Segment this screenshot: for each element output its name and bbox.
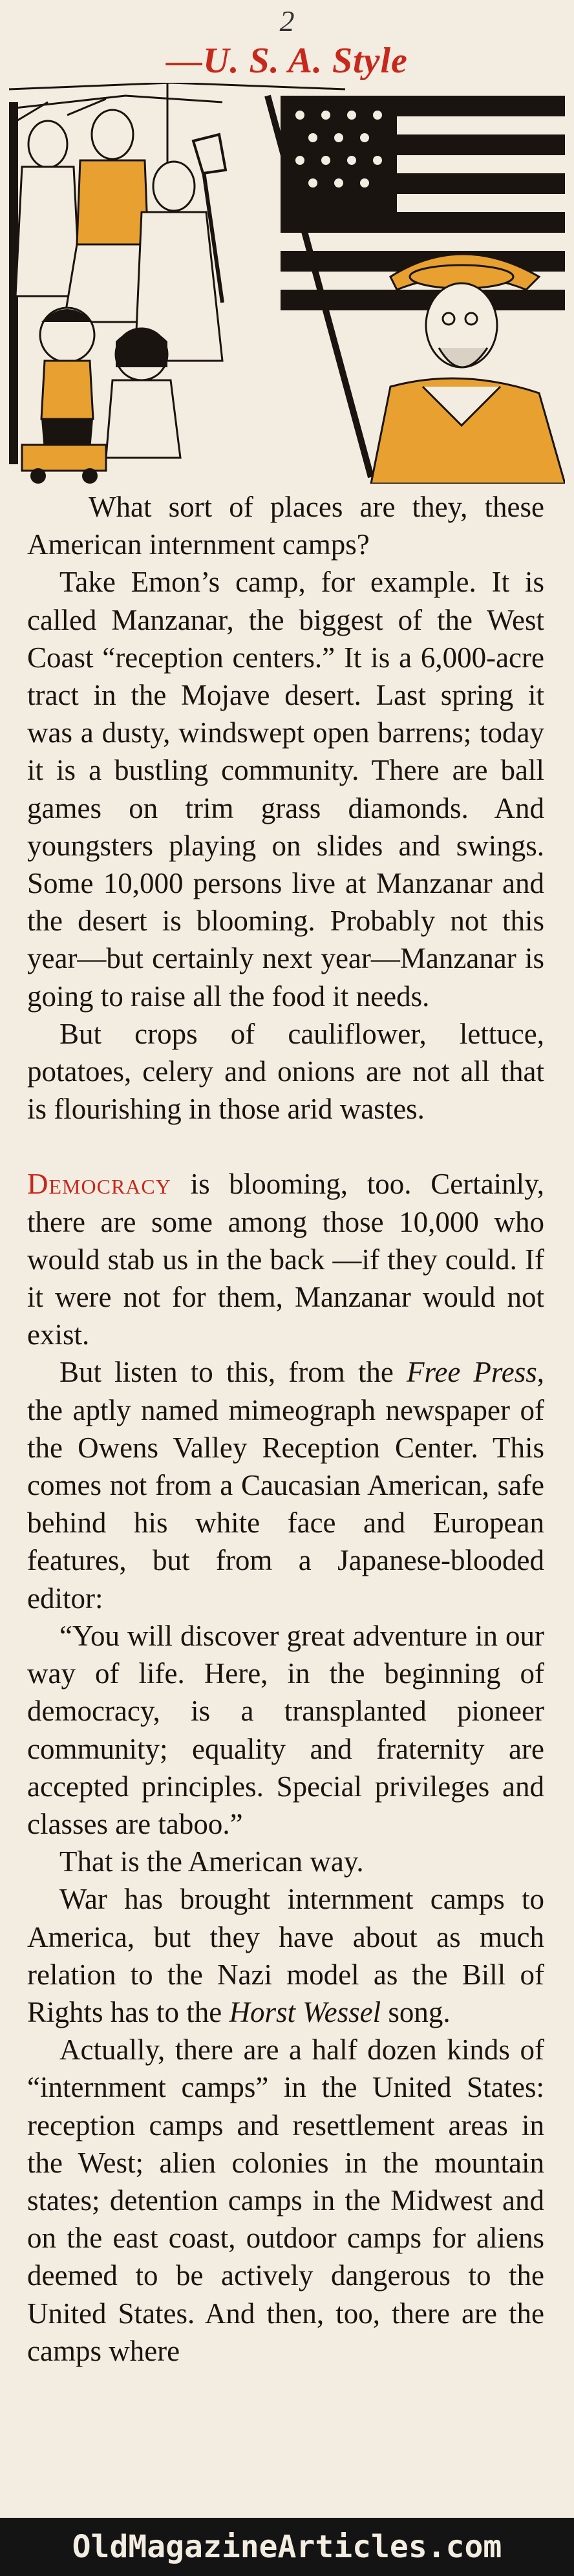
editor-quote: “You will discover great adventure in our way of life. Here, in the beginning of democracy, is a transplanted pioneer community; equality and fraternity are accepted principles. Special privileges and classes are taboo.” (27, 1619, 544, 1840)
newspaper-title: Free Press (407, 1356, 537, 1389)
paragraph-8-text-b: song. (381, 1995, 451, 2028)
site-footer: OldMagazineArticles.com (0, 2518, 574, 2576)
section-lead-word: Democracy (27, 1168, 171, 1201)
paragraph-5-text-b: , the aptly named mimeograph newspaper of the Owens Valley Reception Center. This comes not from a Caucasian American, safe behind his white face and European features, but from a Japanese-blooded editor: (27, 1356, 544, 1615)
page-number: 2 (279, 5, 295, 38)
paragraph-4-text: is blooming, too. Certainly, there are some among those 10,000 who would stab us in the back —if they could. If it were not for them, Manzanar would not exist. (27, 1168, 544, 1351)
paragraph-3: But crops of cauliflower, lettuce, potatoes, celery and onions are not all that is flourishing in those arid wastes. (27, 1017, 544, 1126)
paragraph-4 (27, 1165, 544, 1353)
internment-camp-illustration-icon (9, 83, 565, 484)
paragraph-5 (27, 1353, 544, 1616)
paragraph-8 (27, 1880, 544, 2031)
paragraph-5-text-a: But listen to this, from the (59, 1356, 407, 1389)
paragraph-2: Take Emon’s camp, for example. It is called Manzanar, the biggest of the West Coast “reception centers.” It is a 6,000-acre tract in the Mojave desert. Last spring it was a dusty, windswept open barrens; today it is a bustling community. There are ball games on trim grass diamonds. And youngsters playing on slides and swings. Some 10,000 persons live at Manzanar and the desert is blooming. Probably not this year—but certainly next year—Manzanar is going to raise all the food it needs. (27, 566, 544, 1013)
paragraph-1: What sort of places are they, these American internment camps? (27, 491, 544, 561)
paragraph-9: Actually, there are a half dozen kinds of “internment camps” in the United States: reception camps and resettlement areas in the West; alien colonies in the mountain states; detention camps in the Midwest and on the east coast, outdoor camps for aliens deemed to be actively dangerous to the United States. And then, too, there are the camps where (27, 2034, 544, 2367)
article-title: —U. S. A. Style (166, 41, 408, 81)
paragraph-7: That is the American way. (59, 1845, 364, 1878)
paragraph-8-text-a: War has brought internment camps to America, but they have about as much relation to the Nazi model as the Bill of Rights has to the (27, 1883, 544, 2028)
article-body (27, 488, 544, 2370)
song-title: Horst Wessel (229, 1995, 381, 2028)
